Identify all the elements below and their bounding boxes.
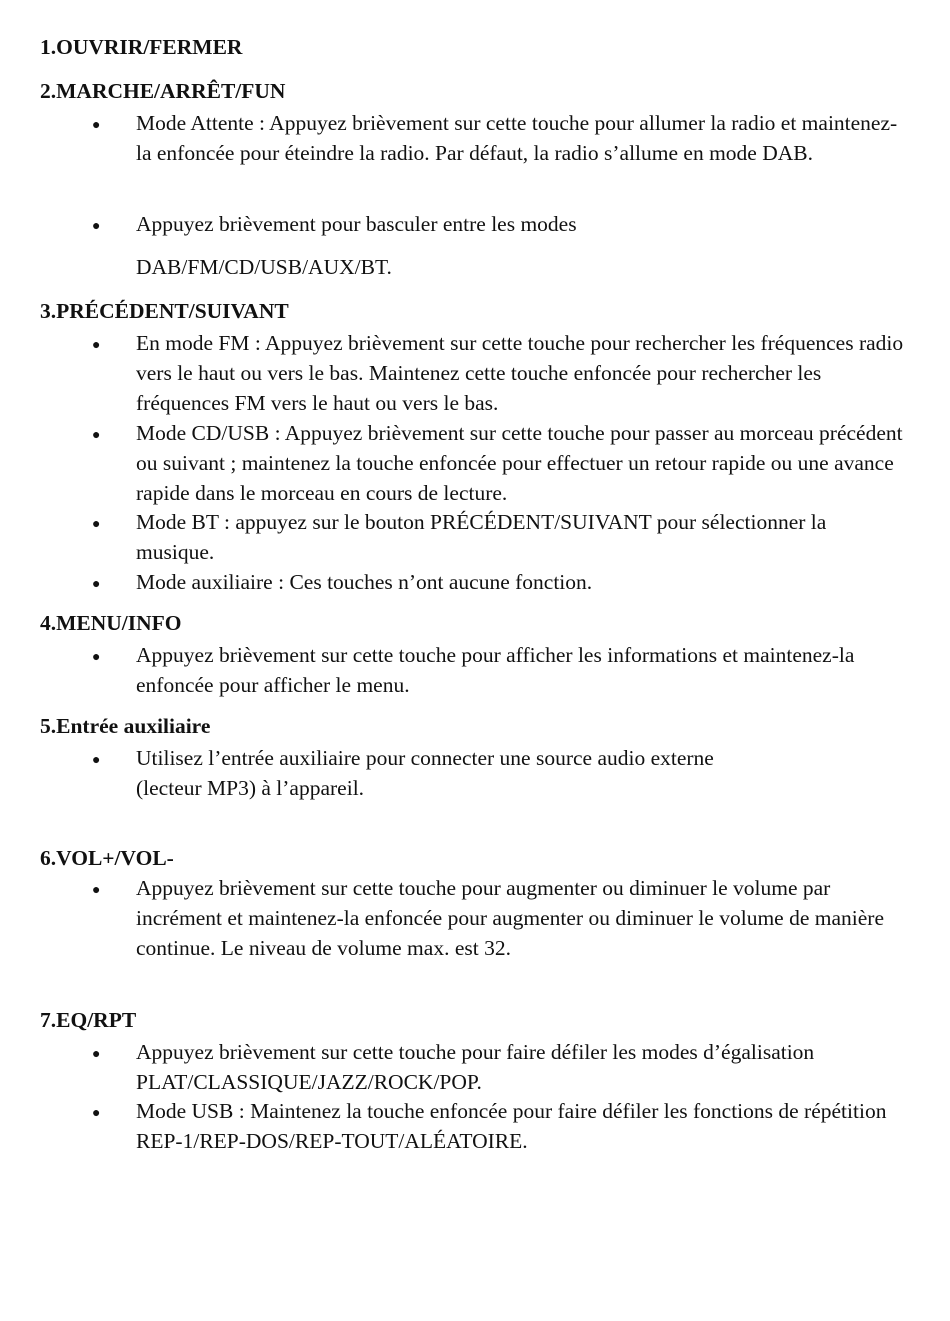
section-heading-marche-arret: 2.MARCHE/ARRÊT/FUN	[40, 79, 286, 103]
bullet-icon: ●	[92, 650, 101, 665]
bullet-icon: ●	[92, 338, 101, 353]
list-item-continuation: DAB/FM/CD/USB/AUX/BT.	[136, 255, 392, 279]
section-heading-entree-auxiliaire: 5.Entrée auxiliaire	[40, 714, 211, 738]
list-item: Mode auxiliaire : Ces touches n’ont aucune fonction.	[136, 570, 593, 594]
bullet-icon: ●	[92, 428, 101, 443]
bullet-icon: ●	[92, 219, 101, 234]
list-item: Appuyez brièvement sur cette touche pour augmenter ou diminuer le volume par incrément et maintenez-la enfoncée pour augmenter ou diminuer le volume de manière continue. Le niveau de volume max. est 32.	[136, 876, 884, 960]
section-heading-volume: 6.VOL+/VOL-	[40, 846, 174, 870]
list-item: Mode CD/USB : Appuyez brièvement sur cette touche pour passer au morceau précédent ou suivant ; maintenez la touche enfoncée pour effectuer un retour rapide ou une avance rapide dans le morceau en cours de lecture.	[136, 421, 903, 505]
bullet-icon: ●	[92, 577, 101, 592]
section-heading-precedent-suivant: 3.PRÉCÉDENT/SUIVANT	[40, 299, 289, 323]
list-item: Mode USB : Maintenez la touche enfoncée pour faire défiler les fonctions de répétition REP-1/REP-DOS/REP-TOUT/ALÉATOIRE.	[136, 1099, 887, 1153]
list-item: Appuyez brièvement pour basculer entre les modes	[136, 212, 577, 236]
list-item: Mode Attente : Appuyez brièvement sur cette touche pour allumer la radio et maintenez-la enfoncée pour éteindre la radio. Par défaut, la radio s’allume en mode DAB.	[136, 111, 898, 165]
bullet-icon: ●	[92, 883, 101, 898]
list-item-continuation: (lecteur MP3) à l’appareil.	[136, 776, 365, 800]
bullet-icon: ●	[92, 1047, 101, 1062]
list-item: Appuyez brièvement sur cette touche pour faire défiler les modes d’égalisation PLAT/CLASSIQUE/JAZZ/ROCK/POP.	[136, 1040, 815, 1094]
list-item: Mode BT : appuyez sur le bouton PRÉCÉDENT/SUIVANT pour sélectionner la musique.	[136, 510, 827, 564]
bullet-icon: ●	[92, 517, 101, 532]
list-item: Appuyez brièvement sur cette touche pour afficher les informations et maintenez-la enfoncée pour afficher le menu.	[136, 643, 855, 697]
section-heading-menu-info: 4.MENU/INFO	[40, 611, 182, 635]
list-item: En mode FM : Appuyez brièvement sur cette touche pour rechercher les fréquences radio vers le haut ou vers le bas. Maintenez cette touche enfoncée pour rechercher les fréquences FM vers le haut ou vers le bas.	[136, 331, 904, 415]
section-heading-ouvrir-fermer: 1.OUVRIR/FERMER	[40, 35, 243, 59]
bullet-icon: ●	[92, 753, 101, 768]
list-item: Utilisez l’entrée auxiliaire pour connecter une source audio externe	[136, 746, 714, 770]
section-heading-eq-rpt: 7.EQ/RPT	[40, 1008, 137, 1032]
bullet-icon: ●	[92, 118, 101, 133]
bullet-icon: ●	[92, 1106, 101, 1121]
